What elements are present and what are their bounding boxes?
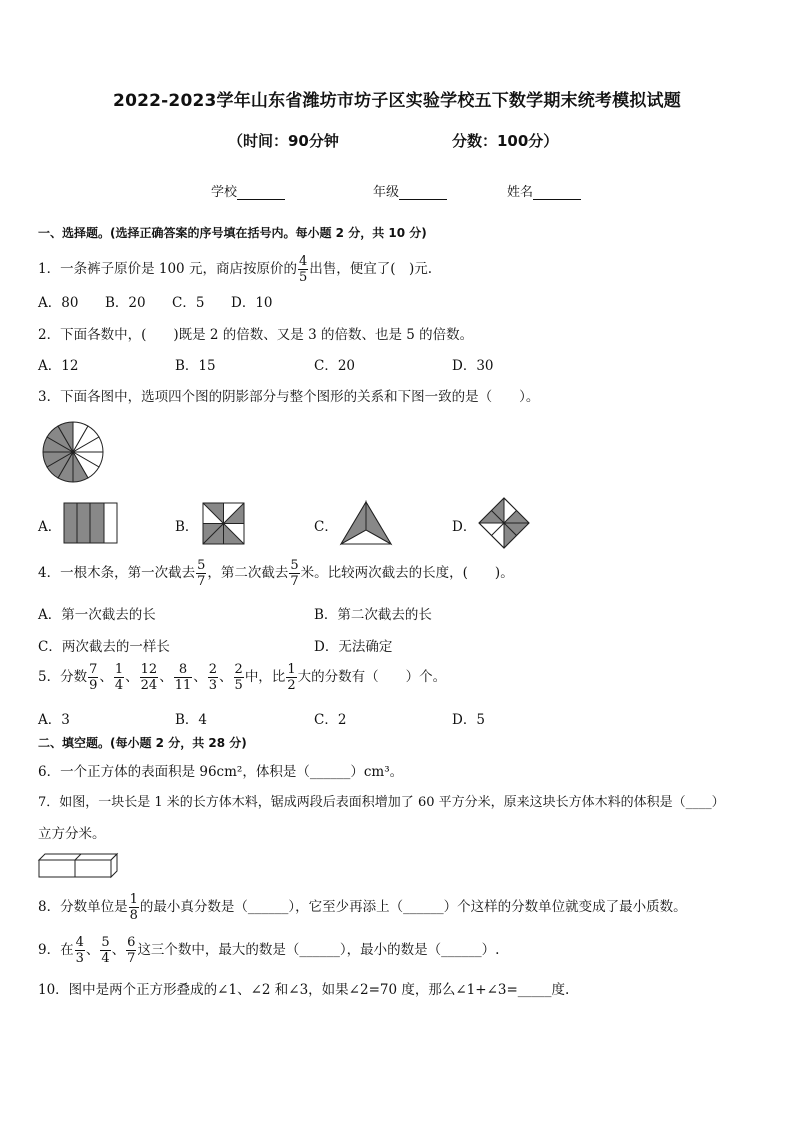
q3-option-c-figure [339,500,393,546]
q4-text-post: 米。比较两次截去的长度，( )。 [300,565,514,581]
q4-text-pre: 4．一根木条，第一次截去 [38,565,196,581]
q4-option-a[interactable]: A．第一次截去的长 [38,607,156,623]
school-field[interactable] [211,181,285,200]
q5-fraction: $\frac{8}{11}$ [174,662,192,693]
q4-option-d[interactable]: D．无法确定 [314,639,393,655]
q3-option-b[interactable]: B． [175,519,199,535]
q7-wood-block-figure [37,852,121,880]
question-3: 3．下面各图中，选项四个图的阴影部分与整个图形的关系和下图一致的是（ ）。 [38,389,540,405]
section2-heading: 二、填空题。(每小题 2 分，共 28 分) [38,736,247,750]
q5-compare-fraction: $\frac{1}{2}$ [287,662,296,693]
q5-option-b[interactable]: B．4 [175,712,208,728]
exam-time: （时间：90分钟 [228,132,339,150]
q5-text-post: 大的分数有（ ）个。 [297,669,447,685]
section1-heading: 一、选择题。(选择正确答案的序号填在括号内。每小题 2 分，共 10 分) [38,226,427,240]
q2-option-c[interactable]: C．20 [314,358,356,374]
question-9: 9．在 $\frac{4}{3}$ 、 $\frac{5}{4}$ 、 $\frac{6}{7}$ 这三个数中，最大的数是（______），最小的数是（______）. [38,935,500,966]
q5-option-a[interactable]: A．3 [38,712,70,728]
q2-option-b[interactable]: B．15 [175,358,216,374]
question-7: 7．如图，一块长是 1 米的长方体木料，锯成两段后表面积增加了 60 平方分米，原来这块长方体木料的体积是（____） [38,795,725,810]
q9-text-pre: 9．在 [38,942,74,958]
q4-text-mid: ，第二次截去 [207,565,289,581]
q5-option-d[interactable]: D．5 [452,712,485,728]
q5-fraction: $\frac{1}{4}$ [114,662,124,693]
question-7-cont: 立方分米。 [38,826,106,842]
q2-option-d[interactable]: D．30 [452,358,494,374]
q1-option-c[interactable]: C．5 [172,295,205,311]
q3-option-a[interactable]: A． [38,519,62,535]
q9-text-post: 这三个数中，最大的数是（______），最小的数是（______）. [137,942,500,958]
q3-reference-circle [41,420,105,484]
question-2: 2．下面各数中，( )既是 2 的倍数、又是 3 的倍数、也是 5 的倍数。 [38,327,474,343]
q1-option-b[interactable]: B．20 [105,295,146,311]
q4-fraction-2: $\frac{5}{7}$ [290,558,299,589]
q9-fraction: $\frac{6}{7}$ [127,935,136,966]
name-field[interactable] [507,181,581,200]
q9-fraction: $\frac{5}{4}$ [101,935,110,966]
q4-fraction-1: $\frac{5}{7}$ [197,558,206,589]
question-4 [38,559,514,588]
q5-fraction: $\frac{7}{9}$ [89,662,98,693]
q8-text-pre: 8．分数单位是 [38,899,128,915]
grade-label: 年级 [373,185,400,200]
question-5: 5．分数 $\frac{7}{9}$ 、 $\frac{1}{4}$ 、 $\frac{12}{24}$ 、 $\frac{8}{11}$ 、 $\frac{2}{3}$ 、 $\frac{2}{5}$ 中，比 $\frac{1}{2}$ 大的分数有（ ）个。 [38,662,447,693]
q3-option-d-figure [477,496,531,550]
q3-option-a-figure [63,502,119,544]
school-label: 学校 [211,185,238,200]
q5-option-c[interactable]: C．2 [314,712,347,728]
question-8 [38,893,687,922]
q5-text-pre: 5．分数 [38,669,88,685]
q1-text-pre: 1．一条裤子原价是 100 元，商店按原价的 [38,261,297,277]
q5-text-mid: 中，比 [244,669,286,685]
grade-field[interactable] [373,181,447,200]
q8-text-post: 的最小真分数是（______），它至少再添上（______）个这样的分数单位就变成了最小质数。 [139,899,687,915]
question-1 [38,255,432,284]
name-label: 姓名 [507,185,534,200]
q1-fraction: $\frac{4}{5}$ [298,254,308,285]
q3-option-d[interactable]: D． [452,519,477,535]
q9-fraction: $\frac{4}{3}$ [75,935,84,966]
q5-fraction: $\frac{2}{5}$ [234,662,243,693]
q1-option-a[interactable]: A．80 [38,295,79,311]
question-6: 6．一个正方体的表面积是 96cm²，体积是（______）cm³。 [38,764,404,780]
q1-option-d[interactable]: D．10 [231,295,273,311]
q1-text-post: 出售，便宜了( )元. [309,261,433,277]
q4-option-c[interactable]: C．两次截去的一样长 [38,639,170,655]
q2-option-a[interactable]: A．12 [38,358,79,374]
question-10: 10．图中是两个正方形叠成的∠1、∠2 和∠3，如果∠2=70 度，那么∠1+∠3=_____度. [38,982,570,998]
q3-option-c[interactable]: C． [314,519,338,535]
q3-option-b-figure [202,502,246,546]
page-title: 2022-2023学年山东省潍坊市坊子区实验学校五下数学期末统考模拟试题 [113,91,681,111]
exam-score: 分数：100分） [452,132,559,150]
q4-option-b[interactable]: B．第二次截去的长 [314,607,432,623]
q5-fraction: $\frac{2}{3}$ [208,662,218,693]
q5-fraction: $\frac{12}{24}$ [140,662,158,693]
q8-fraction: $\frac{1}{8}$ [129,892,138,923]
